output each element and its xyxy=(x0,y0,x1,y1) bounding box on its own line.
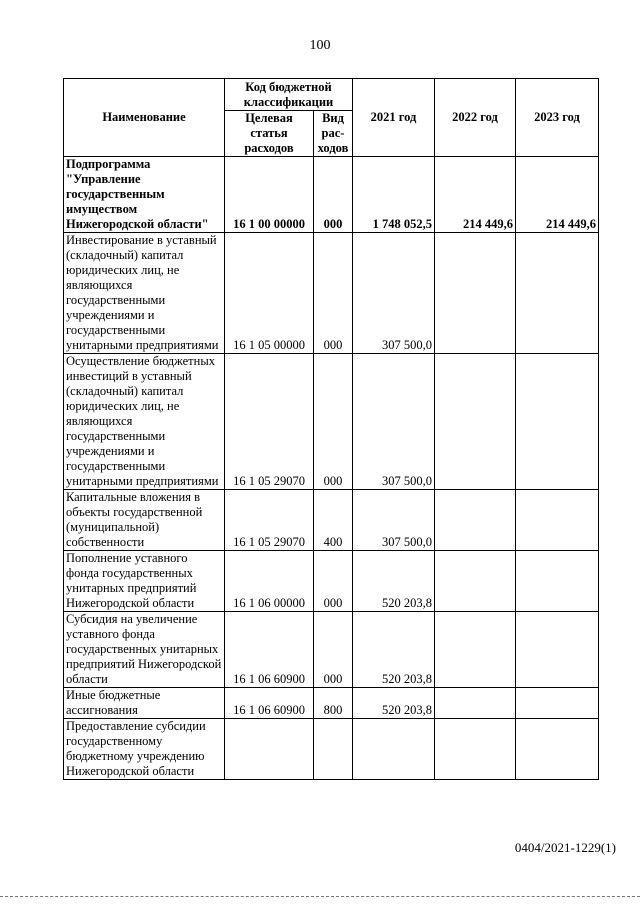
row-name: Подпрограмма "Управление государственным имуществом Нижегородской области" xyxy=(64,157,225,233)
row-2023 xyxy=(516,719,599,780)
row-expense-type: 000 xyxy=(314,551,353,612)
table-row xyxy=(64,551,599,612)
row-2023: 214 449,6 xyxy=(516,157,599,233)
row-2022: 214 449,6 xyxy=(435,157,516,233)
row-2021 xyxy=(353,719,435,780)
row-expense-type: 800 xyxy=(314,688,353,719)
row-2023 xyxy=(516,354,599,490)
row-2021: 307 500,0 xyxy=(353,490,435,551)
document-code: 0404/2021-1229(1) xyxy=(514,840,616,855)
row-expense-type: 400 xyxy=(314,490,353,551)
row-2022 xyxy=(435,354,516,490)
header-2021: 2021 год xyxy=(353,79,435,157)
row-target-article: 16 1 05 29070 xyxy=(225,354,314,490)
row-2021: 1 748 052,5 xyxy=(353,157,435,233)
row-expense-type: 000 xyxy=(314,612,353,688)
header-target-article: Целевая статья расходов xyxy=(225,111,314,157)
table-row xyxy=(64,688,599,719)
row-target-article: 16 1 00 00000 xyxy=(225,157,314,233)
row-2022 xyxy=(435,233,516,354)
row-name: Осуществление бюджетных инвестиций в уставный (складочный) капитал юридических лиц, не являющихся государственными учреждениями и государственными унитарными предприятиями xyxy=(64,354,225,490)
row-2021: 520 203,8 xyxy=(353,612,435,688)
row-2023 xyxy=(516,612,599,688)
header-name: Наименование xyxy=(64,79,225,157)
row-name: Капитальные вложения в объекты государственной (муниципальной) собственности xyxy=(64,490,225,551)
scan-edge-line xyxy=(0,896,640,897)
table-row xyxy=(64,233,599,354)
row-2023 xyxy=(516,551,599,612)
header-2023: 2023 год xyxy=(516,79,599,157)
row-2022 xyxy=(435,688,516,719)
row-2023 xyxy=(516,233,599,354)
row-target-article: 16 1 06 60900 xyxy=(225,612,314,688)
row-target-article: 16 1 06 00000 xyxy=(225,551,314,612)
row-2022 xyxy=(435,490,516,551)
row-expense-type: 000 xyxy=(314,233,353,354)
row-2021: 520 203,8 xyxy=(353,551,435,612)
row-2023 xyxy=(516,490,599,551)
row-2023 xyxy=(516,688,599,719)
row-target-article: 16 1 05 00000 xyxy=(225,233,314,354)
page-number: 100 xyxy=(309,38,331,53)
table-row xyxy=(64,612,599,688)
row-expense-type xyxy=(314,719,353,780)
row-2021: 520 203,8 xyxy=(353,688,435,719)
row-2022 xyxy=(435,551,516,612)
row-name: Субсидия на увеличение уставного фонда государственных унитарных предприятий Нижегородской области xyxy=(64,612,225,688)
budget-table xyxy=(63,78,599,780)
header-kbk: Код бюджетной классификации xyxy=(225,79,353,111)
header-expense-type: Вид рас-ходов xyxy=(314,111,353,157)
table-row xyxy=(64,157,599,233)
row-name: Предоставление субсидии государственному бюджетному учреждению Нижегородской области xyxy=(64,719,225,780)
row-target-article xyxy=(225,719,314,780)
row-2022 xyxy=(435,612,516,688)
row-2021: 307 500,0 xyxy=(353,354,435,490)
table-row xyxy=(64,490,599,551)
row-target-article: 16 1 06 60900 xyxy=(225,688,314,719)
table-row xyxy=(64,354,599,490)
row-target-article: 16 1 05 29070 xyxy=(225,490,314,551)
row-name: Пополнение уставного фонда государственных унитарных предприятий Нижегородской области xyxy=(64,551,225,612)
row-2022 xyxy=(435,719,516,780)
row-name: Инвестирование в уставный (складочный) капитал юридических лиц, не являющихся государственными учреждениями и государственными унитарными предприятиями xyxy=(64,233,225,354)
row-2021: 307 500,0 xyxy=(353,233,435,354)
row-expense-type: 000 xyxy=(314,354,353,490)
header-2022: 2022 год xyxy=(435,79,516,157)
table-row xyxy=(64,719,599,780)
row-expense-type: 000 xyxy=(314,157,353,233)
row-name: Иные бюджетные ассигнования xyxy=(64,688,225,719)
